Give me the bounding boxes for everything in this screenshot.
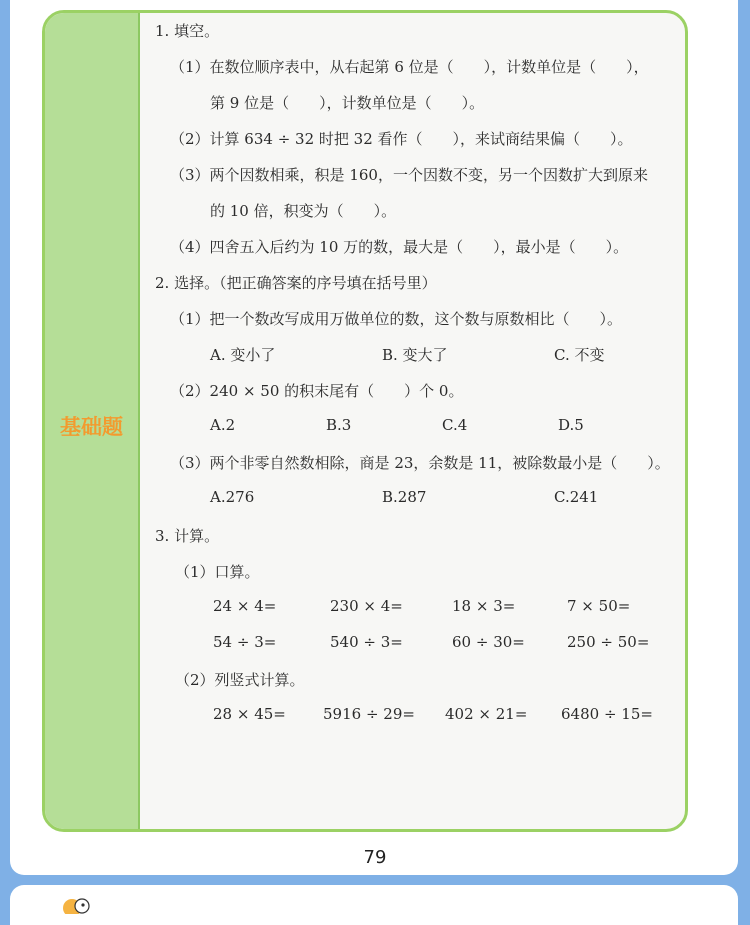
- oral-calc-item: 250 ÷ 50=: [567, 633, 650, 651]
- q1-item1-line2: 第 9 位是（ ），计数单位是（ ）。: [210, 94, 485, 112]
- vertical-calc-item: 6480 ÷ 15=: [561, 705, 653, 723]
- exercise-content: [45, 13, 685, 829]
- q2-item3-option-a: A.276: [210, 488, 255, 506]
- q2-item3-option-b: B.287: [382, 488, 427, 506]
- q2-item2: （2）240 × 50 的积末尾有（ ）个 0。: [170, 382, 464, 400]
- mascot-icon: [60, 894, 92, 914]
- q2-title: 2. 选择。（把正确答案的序号填在括号里）: [155, 274, 437, 292]
- oral-calc-item: 24 × 4=: [213, 597, 277, 615]
- q3-title: 3. 计算。: [155, 527, 220, 545]
- q2-item2-option-b: B.3: [326, 416, 352, 434]
- next-page-strip: [10, 885, 738, 925]
- q2-item2-option-c: C.4: [442, 416, 468, 434]
- q2-item1-option-c: C. 不变: [554, 346, 605, 364]
- q1-item2: （2）计算 634 ÷ 32 时把 32 看作（ ），来试商结果偏（ ）。: [170, 130, 633, 148]
- oral-calc-item: 7 × 50=: [567, 597, 631, 615]
- q2-item1-option-a: A. 变小了: [210, 346, 276, 364]
- oral-calc-item: 18 × 3=: [452, 597, 516, 615]
- oral-calc-item: 54 ÷ 3=: [213, 633, 277, 651]
- q1-title: 1. 填空。: [155, 22, 220, 40]
- q1-item1-line1: （1）在数位顺序表中，从右起第 6 位是（ ），计数单位是（ ），: [170, 58, 649, 76]
- q2-item2-option-a: A.2: [210, 416, 236, 434]
- q2-item3-option-c: C.241: [554, 488, 599, 506]
- q3-sub2-title: （2）列竖式计算。: [175, 671, 305, 689]
- exercise-panel: [42, 10, 688, 832]
- section-label: 基础题: [60, 415, 123, 439]
- page-number: 79: [363, 847, 387, 868]
- q3-sub1-title: （1）口算。: [175, 563, 260, 581]
- q2-item2-option-d: D.5: [558, 416, 584, 434]
- vertical-calc-item: 28 × 45=: [213, 705, 286, 723]
- oral-calc-item: 230 × 4=: [330, 597, 403, 615]
- q1-item3-line2: 的 10 倍，积变为（ ）。: [210, 202, 397, 220]
- oral-calc-item: 540 ÷ 3=: [330, 633, 403, 651]
- q2-item3: （3）两个非零自然数相除，商是 23，余数是 11，被除数最小是（ ）。: [170, 454, 670, 472]
- q1-item4: （4）四舍五入后约为 10 万的数，最大是（ ），最小是（ ）。: [170, 238, 629, 256]
- vertical-calc-item: 402 × 21=: [445, 705, 528, 723]
- q1-item3-line1: （3）两个因数相乘，积是 160，一个因数不变，另一个因数扩大到原来: [170, 166, 648, 184]
- q2-item1: （1）把一个数改写成用万做单位的数，这个数与原数相比（ ）。: [170, 310, 623, 328]
- q2-item1-option-b: B. 变大了: [382, 346, 448, 364]
- vertical-calc-item: 5916 ÷ 29=: [323, 705, 415, 723]
- oral-calc-item: 60 ÷ 30=: [452, 633, 525, 651]
